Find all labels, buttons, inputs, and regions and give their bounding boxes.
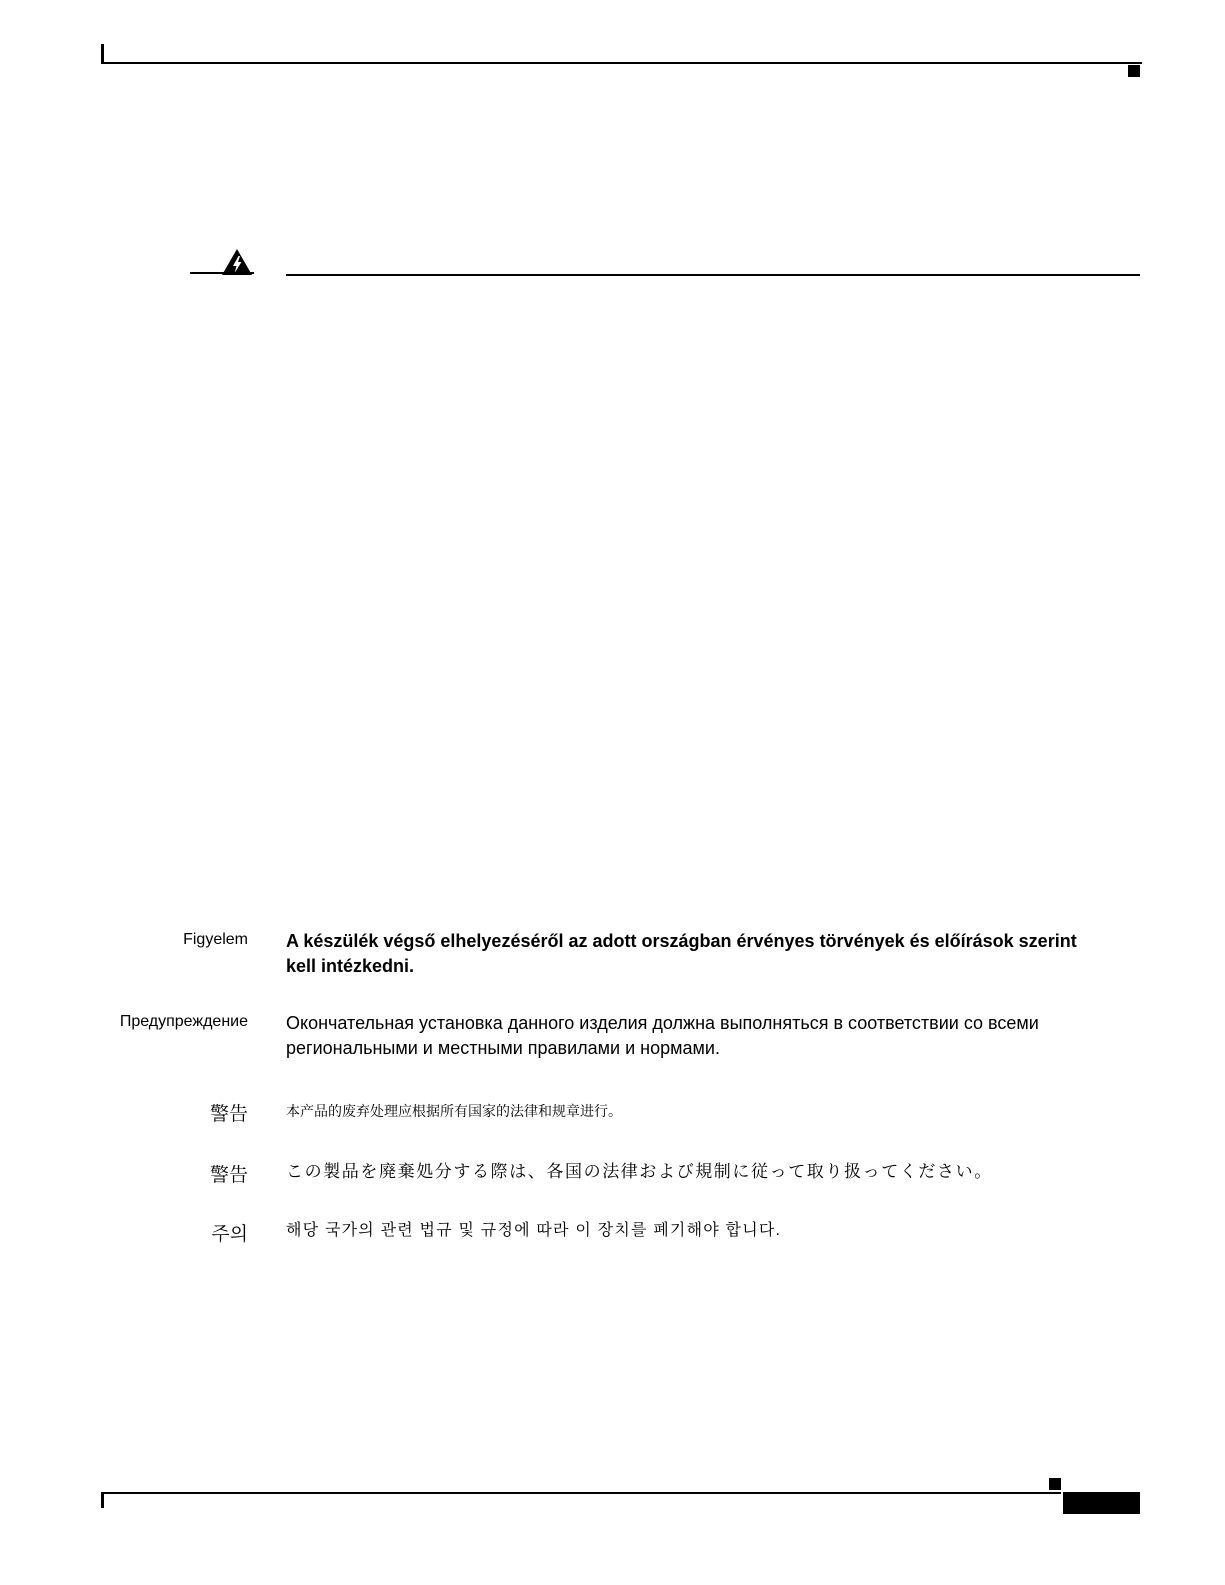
warning-text: 해당 국가의 관련 법규 및 규정에 따라 이 장치를 폐기해야 합니다.	[286, 1222, 782, 1239]
header-corner-mark	[1128, 65, 1140, 77]
warning-section-rule	[286, 274, 1140, 276]
header-tick-mark	[101, 44, 104, 62]
header-rule	[101, 62, 1142, 64]
footer-corner-mark	[1049, 1478, 1061, 1490]
warning-text: この製品を廃棄処分する際は、各国の法律および規制に従って取り扱ってください。	[286, 1162, 993, 1181]
footer-tick-mark	[101, 1494, 104, 1508]
warning-label: Figyelem	[183, 931, 248, 948]
page-number-box	[1063, 1492, 1140, 1514]
warning-label: 주의	[211, 1224, 248, 1245]
warning-text: 本产品的废弃处理应根据所有国家的法律和规章进行。	[286, 1103, 622, 1119]
warning-text: Окончательная установка данного изделия должна выполняться в соответствии со всеми региональными и местными правилами и нормами.	[286, 1013, 1039, 1058]
warning-label: 警告	[209, 1165, 248, 1186]
warning-label: 警告	[209, 1104, 248, 1125]
footer-rule	[101, 1492, 1061, 1494]
warning-icon-underline	[190, 272, 254, 274]
warning-label: Предупреждение	[119, 1013, 248, 1030]
warning-text: A készülék végső elhelyezéséről az adott országban érvényes törvények és előírások szerint kell intézkedni.	[286, 931, 1077, 976]
